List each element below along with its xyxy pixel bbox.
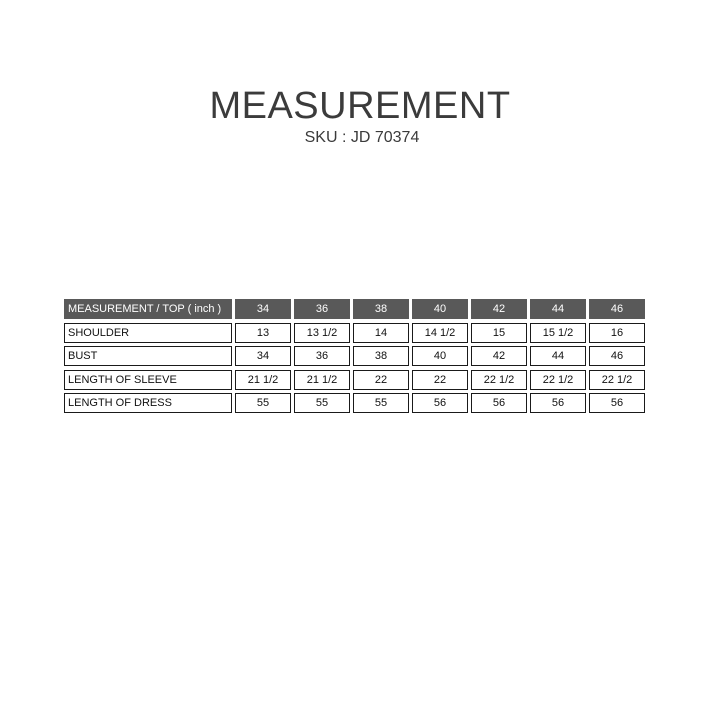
header-size: 34 — [235, 299, 291, 319]
table-cell: 21 1/2 — [235, 370, 291, 390]
table-cell: 15 1/2 — [530, 323, 586, 343]
header-size: 44 — [530, 299, 586, 319]
table-cell: 56 — [589, 393, 645, 413]
table-cell: 14 1/2 — [412, 323, 468, 343]
table-cell: 22 1/2 — [589, 370, 645, 390]
table-cell: 15 — [471, 323, 527, 343]
table-cell: 55 — [294, 393, 350, 413]
table-cell: 55 — [353, 393, 409, 413]
table-cell: 46 — [589, 346, 645, 366]
table-cell: 16 — [589, 323, 645, 343]
table-cell: 56 — [412, 393, 468, 413]
header-size: 40 — [412, 299, 468, 319]
measurement-table — [64, 299, 658, 417]
header-size: 36 — [294, 299, 350, 319]
page-title: MEASUREMENT — [209, 85, 511, 127]
table-row-shoulder — [64, 323, 658, 343]
header-size: 42 — [471, 299, 527, 319]
table-row-length-of-sleeve — [64, 370, 658, 390]
header-label: MEASUREMENT / TOP ( inch ) — [64, 299, 232, 319]
table-cell: 44 — [530, 346, 586, 366]
table-cell: 13 1/2 — [294, 323, 350, 343]
table-cell: 14 — [353, 323, 409, 343]
table-cell: 22 — [353, 370, 409, 390]
table-cell: 56 — [471, 393, 527, 413]
row-label: BUST — [64, 346, 232, 366]
table-cell: 36 — [294, 346, 350, 366]
table-cell: 22 1/2 — [530, 370, 586, 390]
table-cell: 21 1/2 — [294, 370, 350, 390]
row-label: SHOULDER — [64, 323, 232, 343]
table-row-bust — [64, 346, 658, 366]
table-cell: 38 — [353, 346, 409, 366]
table-row-length-of-dress — [64, 393, 658, 413]
row-label: LENGTH OF SLEEVE — [64, 370, 232, 390]
table-cell: 42 — [471, 346, 527, 366]
table-cell: 13 — [235, 323, 291, 343]
table-cell: 34 — [235, 346, 291, 366]
row-label: LENGTH OF DRESS — [64, 393, 232, 413]
header-size: 38 — [353, 299, 409, 319]
sku-label: SKU : JD 70374 — [304, 129, 420, 146]
table-cell: 56 — [530, 393, 586, 413]
table-header-row — [64, 299, 658, 319]
table-cell: 22 1/2 — [471, 370, 527, 390]
table-cell: 40 — [412, 346, 468, 366]
header-size: 46 — [589, 299, 645, 319]
table-cell: 55 — [235, 393, 291, 413]
table-cell: 22 — [412, 370, 468, 390]
